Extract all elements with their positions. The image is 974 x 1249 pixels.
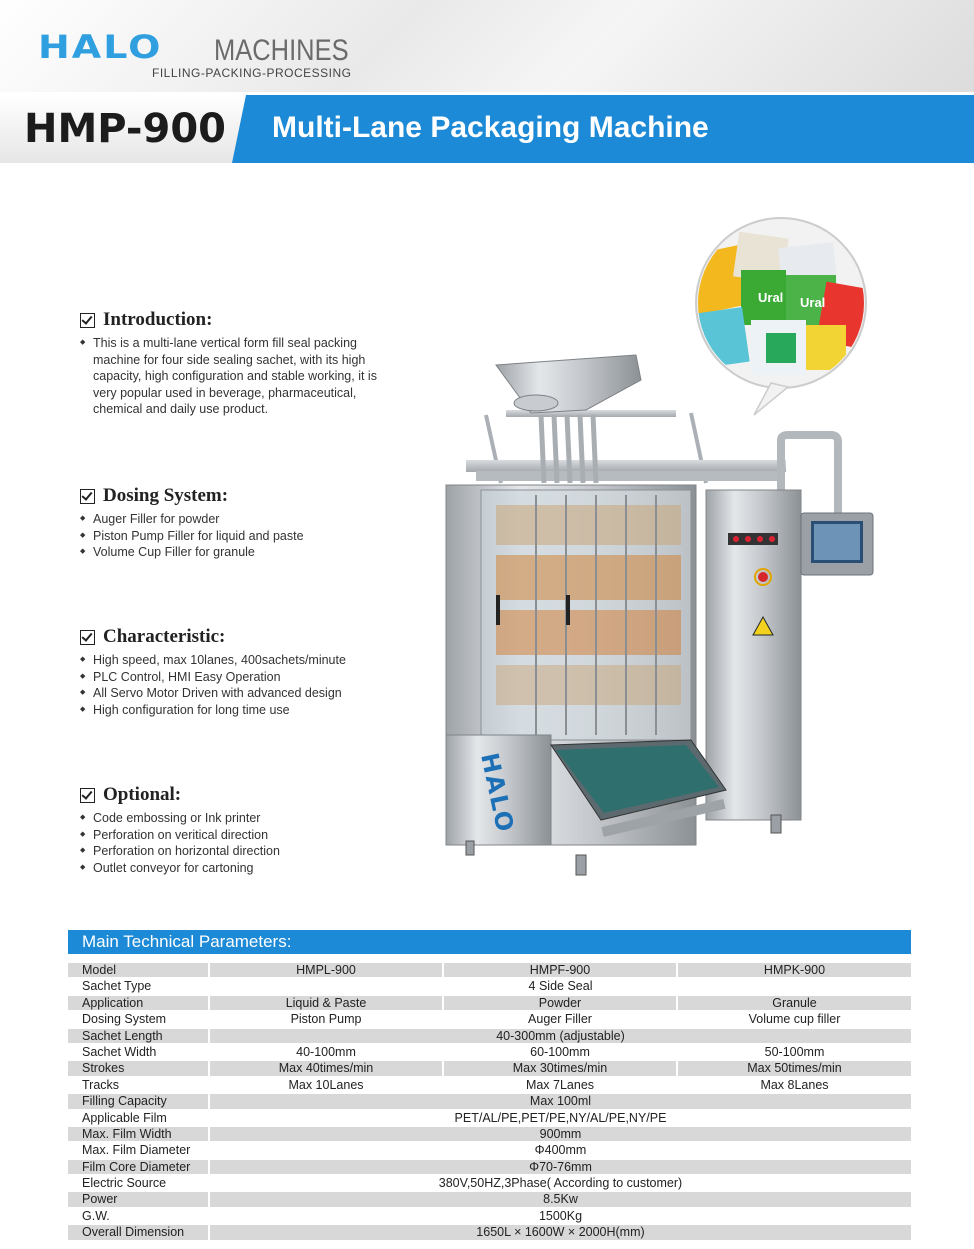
table-cell: 60-100mm — [530, 1044, 590, 1059]
control-cabinet — [706, 490, 801, 820]
row-label: Sachet Length — [82, 1028, 163, 1043]
checkbox-icon — [80, 489, 95, 504]
table-cell: 900mm — [539, 1126, 582, 1141]
table-cell: HMPK-900 — [763, 963, 826, 977]
checkbox-icon — [80, 788, 95, 803]
table-cell: 4 Side Seal — [528, 979, 593, 994]
table-cell: Powder — [538, 995, 582, 1010]
table-row — [68, 1093, 911, 1109]
list-item: ◆ This is a multi-lane vertical form fill seal packing machine for four side sealing sachet, with its high capacity, high configuration and stable working, it is very popular used in beverage, pharmaceutical, chemical and daily use product. — [80, 335, 380, 418]
table-row — [68, 1159, 911, 1175]
table-row — [68, 1077, 911, 1093]
introduction-section — [80, 309, 410, 418]
table-cell: 380V,50HZ,3Phase( According to customer) — [438, 1176, 683, 1191]
characteristic-section — [80, 626, 410, 718]
table-cell: Max 40times/min — [278, 1061, 374, 1076]
table-cell: 40-300mm (adjustable) — [496, 1028, 625, 1043]
row-label: Filling Capacity — [82, 1094, 167, 1109]
table-cell: Max 7Lanes — [525, 1077, 595, 1092]
logo-halo: HALO — [38, 28, 163, 66]
row-label: Film Core Diameter — [82, 1159, 191, 1174]
list-item: ◆ High configuration for long time use — [80, 702, 410, 719]
hmi-touch-screen — [801, 513, 873, 575]
list-item: ◆ Piston Pump Filler for liquid and paste — [80, 528, 410, 545]
table-cell: Max 10Lanes — [288, 1077, 364, 1092]
table-row — [68, 1011, 911, 1027]
list-item: ◆ PLC Control, HMI Easy Operation — [80, 669, 410, 686]
table-cell: Max 100ml — [529, 1094, 592, 1109]
table-cell: Piston Pump — [290, 1012, 362, 1027]
checkbox-icon — [80, 630, 95, 645]
list-item: ◆ Perforation on horizontal direction — [80, 843, 410, 860]
section-title: Optional: — [103, 784, 182, 805]
table-cell: HMPF-900 — [529, 963, 591, 977]
sachet-label: Ural — [800, 295, 826, 310]
section-title: Dosing System: — [103, 485, 229, 506]
params-title: Main Technical Parameters: — [82, 932, 292, 951]
list-item: ◆ Auger Filler for powder — [80, 511, 410, 528]
checkbox-icon — [80, 313, 95, 328]
row-label: Strokes — [82, 1061, 125, 1076]
product-sachets-bubble — [685, 218, 871, 415]
row-label: Max. Film Diameter — [82, 1143, 191, 1158]
row-label: Sachet Type — [82, 979, 152, 994]
row-label: Model — [82, 963, 117, 977]
table-cell: HMPL-900 — [296, 963, 356, 977]
row-label: Power — [82, 1192, 118, 1207]
table-cell: 40-100mm — [296, 1044, 356, 1059]
list-item: ◆ All Servo Motor Driven with advanced design — [80, 685, 410, 702]
table-cell: 1650L × 1600W × 2000H(mm) — [476, 1225, 645, 1240]
table-cell: Max 30times/min — [512, 1061, 608, 1076]
table-row — [68, 978, 911, 994]
table-cell: Max 8Lanes — [760, 1077, 829, 1092]
table-row — [68, 962, 911, 978]
table-cell: Auger Filler — [528, 1012, 592, 1027]
machine-illustration — [436, 215, 876, 885]
table-row — [68, 1126, 911, 1142]
row-label: Max. Film Width — [82, 1126, 172, 1141]
table-row — [68, 1208, 911, 1224]
model-number: HMP-900 — [24, 106, 226, 152]
row-label: Applicable Film — [82, 1110, 167, 1125]
table-row — [68, 1175, 911, 1191]
logo-machines: MACHINES — [214, 34, 349, 67]
row-label: Dosing System — [82, 1012, 167, 1027]
table-row — [68, 995, 911, 1011]
params-header — [68, 930, 911, 954]
list-item: ◆ High speed, max 10lanes, 400sachets/minute — [80, 652, 410, 669]
product-title: Multi-Lane Packaging Machine — [272, 111, 709, 144]
table-cell: Φ70-76mm — [529, 1159, 592, 1174]
logo-tagline: FILLING-PACKING-PROCESSING — [152, 66, 352, 80]
row-label: Electric Source — [82, 1176, 167, 1191]
sachet-label: Ural — [758, 290, 784, 305]
machine-side-logo: HALO — [475, 750, 520, 836]
table-cell: Φ400mm — [534, 1143, 587, 1158]
section-title: Introduction: — [103, 309, 213, 330]
table-cell: PET/AL/PE,PET/PE,NY/AL/PE,NY/PE — [454, 1110, 667, 1125]
table-cell: 50-100mm — [764, 1044, 825, 1059]
table-row — [68, 1110, 911, 1126]
table-cell: 8.5Kw — [543, 1192, 578, 1207]
optional-section — [80, 784, 410, 876]
list-item: ◆ Code embossing or Ink printer — [80, 810, 410, 827]
table-row — [68, 1028, 911, 1044]
table-row — [68, 1191, 911, 1207]
row-label: Application — [82, 995, 144, 1010]
table-cell: Max 50times/min — [747, 1061, 842, 1076]
params-table — [68, 962, 911, 1241]
table-row — [68, 1060, 911, 1076]
table-cell: Granule — [772, 995, 817, 1010]
table-cell: 1500Kg — [538, 1208, 583, 1223]
table-row — [68, 1224, 911, 1240]
section-title: Characteristic: — [103, 626, 226, 647]
row-label: G.W. — [82, 1208, 110, 1223]
top-frame — [466, 410, 786, 483]
dosing-section — [80, 485, 410, 561]
row-label: Overall Dimension — [82, 1225, 185, 1240]
table-cell: Volume cup filler — [748, 1012, 841, 1027]
row-label: Sachet Width — [82, 1044, 157, 1059]
list-item: ◆ Perforation on veritical direction — [80, 827, 410, 844]
list-item: ◆ Volume Cup Filler for granule — [80, 544, 410, 561]
table-row — [68, 1044, 911, 1060]
row-label: Tracks — [82, 1077, 120, 1092]
list-item: ◆ Outlet conveyor for cartoning — [80, 860, 410, 877]
table-row — [68, 1142, 911, 1158]
table-cell: Liquid & Paste — [285, 995, 367, 1010]
